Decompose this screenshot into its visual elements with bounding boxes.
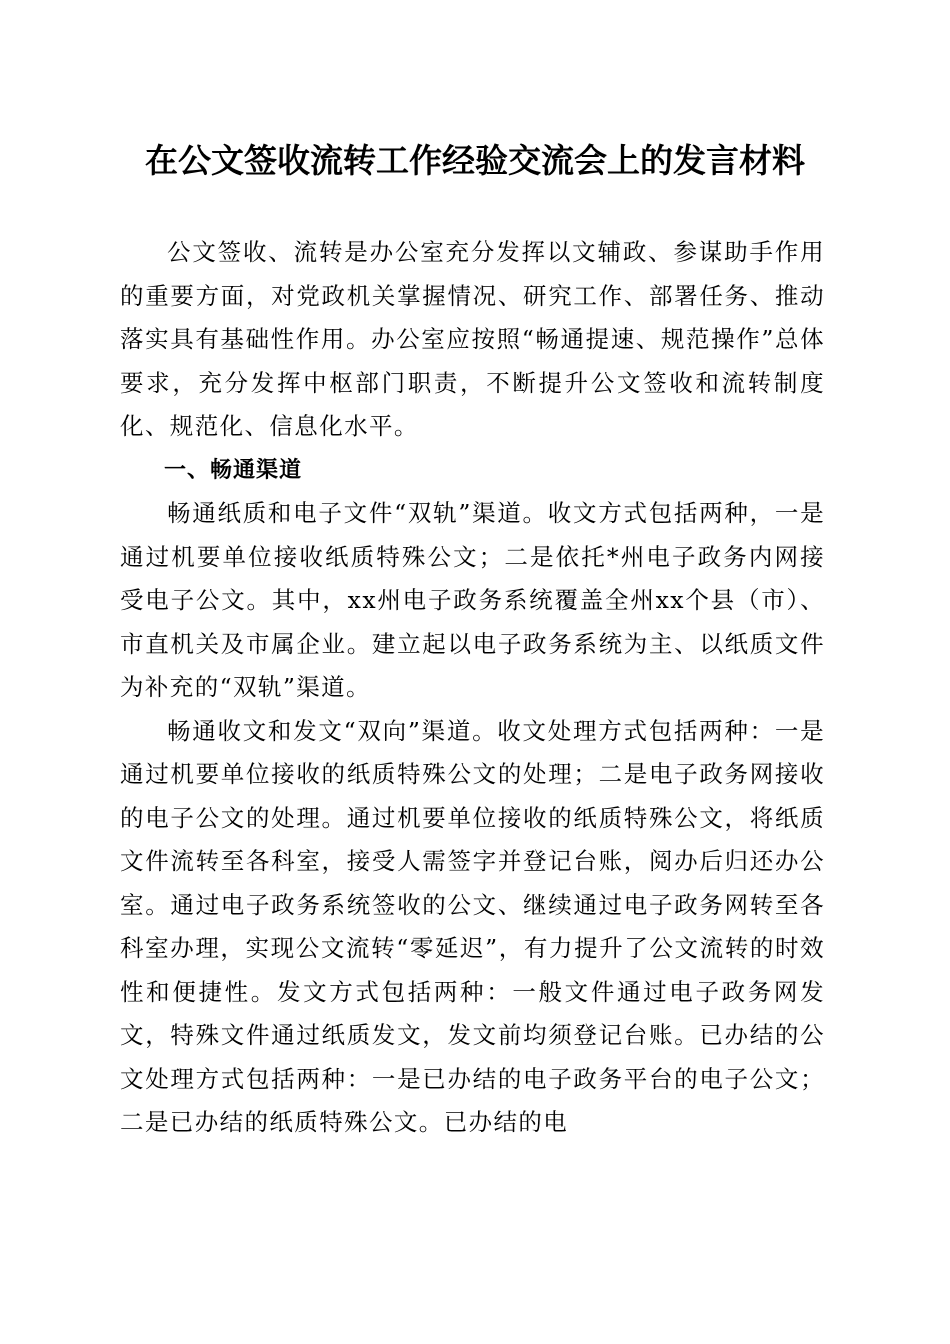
section-heading: 一、畅通渠道 bbox=[164, 457, 303, 483]
intro-paragraph: 公文签收、流转是办公室充分发挥以文辅政、参谋助手作用的重要方面，对党政机关掌握情况、研究工作、部署任务、推动落实具有基础性作用。办公室应按照“畅通提速、规范操作”总体要求，充分发挥中枢部门职责，不断提升公文签收和流转制度化、规范化、信息化水平。 bbox=[120, 238, 825, 440]
document-body bbox=[120, 231, 825, 1145]
section-paragraph-2: 畅通收文和发文“双向”渠道。收文处理方式包括两种：一是通过机要单位接收的纸质特殊公文的处理；二是电子政务网接收的电子公文的处理。通过机要单位接收的纸质特殊公文，将纸质文件流转至各科室，接受人需签字并登记台账，阅办后归还办公室。通过电子政务系统签收的公文、继续通过电子政务网转至各科室办理，实现公文流转“零延迟”，有力提升了公文流转的时效性和便捷性。发文方式包括两种：一般文件通过电子政务网发文，特殊文件通过纸质发文，发文前均须登记台账。已办结的公文处理方式包括两种：一是已办结的电子政务平台的电子公文；二是已办结的纸质特殊公文。已办结的电 bbox=[120, 716, 825, 1136]
section-paragraph-1: 畅通纸质和电子文件“双轨”渠道。收文方式包括两种，一是通过机要单位接收纸质特殊公文；二是依托*州电子政务内网接受电子公文。其中，xx州电子政务系统覆盖全州xx个县（市）、市直机关及市属企业。建立起以电子政务系统为主、以纸质文件为补充的“双轨”渠道。 bbox=[120, 499, 825, 701]
document-title: 在公文签收流转工作经验交流会上的发言材料 bbox=[145, 141, 805, 180]
